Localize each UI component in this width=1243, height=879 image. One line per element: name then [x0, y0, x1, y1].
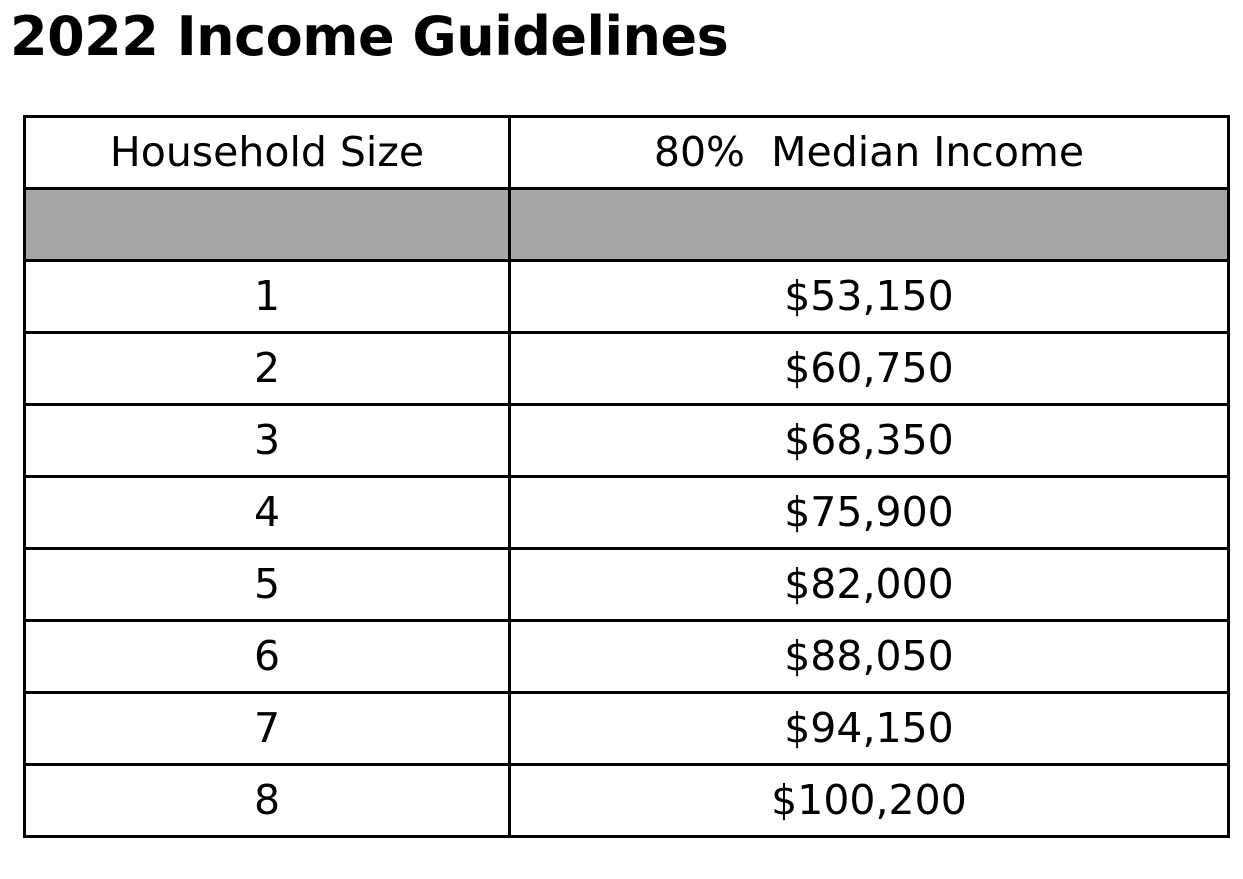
household-size-cell: 7	[25, 693, 510, 765]
household-size-cell: 2	[25, 333, 510, 405]
table-row	[25, 261, 1229, 333]
household-size-cell: 5	[25, 549, 510, 621]
page-title: 2022 Income Guidelines	[10, 5, 729, 68]
income-cell: $60,750	[510, 333, 1229, 405]
income-cell: $88,050	[510, 621, 1229, 693]
table-row	[25, 477, 1229, 549]
table-header-row	[25, 117, 1229, 189]
income-cell: $100,200	[510, 765, 1229, 837]
household-size-cell: 3	[25, 405, 510, 477]
table-row	[25, 549, 1229, 621]
income-cell: $82,000	[510, 549, 1229, 621]
household-size-cell: 4	[25, 477, 510, 549]
income-guidelines-table	[23, 115, 1230, 838]
table-row	[25, 621, 1229, 693]
header-median-income: 80% Median Income	[510, 117, 1229, 189]
table-row	[25, 333, 1229, 405]
household-size-cell: 8	[25, 765, 510, 837]
income-cell: $53,150	[510, 261, 1229, 333]
income-cell: $94,150	[510, 693, 1229, 765]
table-row	[25, 765, 1229, 837]
shaded-cell	[510, 189, 1229, 261]
household-size-cell: 6	[25, 621, 510, 693]
income-cell: $75,900	[510, 477, 1229, 549]
household-size-cell: 1	[25, 261, 510, 333]
table-row	[25, 405, 1229, 477]
table-row	[25, 693, 1229, 765]
header-household-size: Household Size	[25, 117, 510, 189]
income-cell: $68,350	[510, 405, 1229, 477]
shaded-cell	[25, 189, 510, 261]
shaded-spacer-row	[25, 189, 1229, 261]
